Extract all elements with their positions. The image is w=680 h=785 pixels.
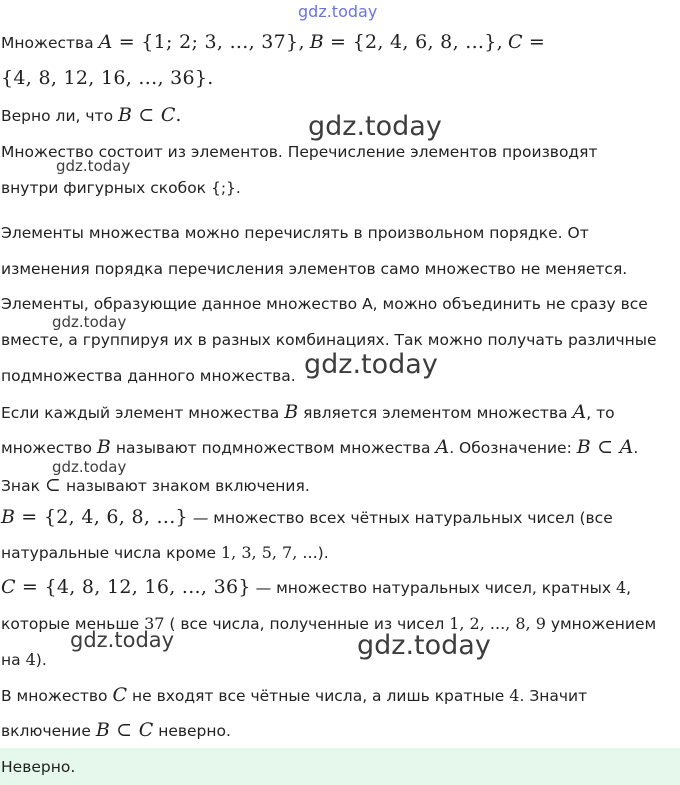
- text-line-14: B = {2, 4, 6, 8, ...} — множество всех чётных натуральных чисел (все: [1, 506, 613, 528]
- text-line-17: которые меньше 37 ( все числа, полученные из чисел 1, 2, ..., 8, 9 умножением: [1, 614, 657, 633]
- text-line-19: В множество C не входят все чётные числа, а лишь кратные 4. Значит: [1, 684, 588, 706]
- text-line-13: Знак ⊂ называют знаком включения.: [1, 474, 310, 496]
- answer-box: [0, 748, 680, 785]
- watermark-4: gdz.today: [304, 349, 438, 380]
- text-line-12: множество B называют подмножеством множества A. Обозначение: B ⊂ A.: [1, 436, 639, 458]
- watermark-1: gdz.today: [308, 111, 442, 142]
- answer-text: Неверно.: [1, 758, 76, 776]
- text-line-9: вместе, а группируя их в разных комбинациях. Так можно получать различные: [1, 331, 657, 349]
- watermark-5: gdz.today: [52, 458, 127, 476]
- watermark-3: gdz.today: [52, 313, 127, 331]
- watermark-2: gdz.today: [56, 157, 131, 175]
- text-line-18: на 4).: [1, 650, 47, 669]
- text-line-15: натуральные числа кроме 1, 3, 5, 7, ...).: [1, 543, 329, 562]
- text-line-4: Множество состоит из элементов. Перечисление элементов производят: [1, 143, 598, 161]
- text-line-5: внутри фигурных скобок {;}.: [1, 179, 241, 197]
- task-line-2: {4, 8, 12, 16, ..., 36}.: [1, 67, 214, 89]
- text-line-20: включение B ⊂ C неверно.: [1, 719, 231, 741]
- text-line-7: изменения порядка перечисления элементов само множество не меняется.: [1, 260, 628, 278]
- watermark-7: gdz.today: [357, 630, 491, 661]
- text-line-8: Элементы, образующие данное множество A, можно объединить не сразу все: [1, 295, 648, 313]
- text-line-16: C = {4, 8, 12, 16, ..., 36} — множество натуральных чисел, кратных 4,: [1, 576, 632, 598]
- watermark-6: gdz.today: [70, 628, 175, 652]
- task-line-1: Множества A = {1; 2; 3, ..., 37}, B = {2, 4, 6, 8, ...}, C =: [1, 31, 546, 53]
- text-line-11: Если каждый элемент множества B является элементом множества A, то: [1, 401, 615, 423]
- text-line-6: Элементы множества можно перечислять в произвольном порядке. От: [1, 224, 589, 242]
- task-question: Верно ли, что B ⊂ C.: [1, 104, 182, 126]
- text-line-10: подмножества данного множества.: [1, 367, 296, 385]
- watermark-top: gdz.today: [298, 2, 378, 21]
